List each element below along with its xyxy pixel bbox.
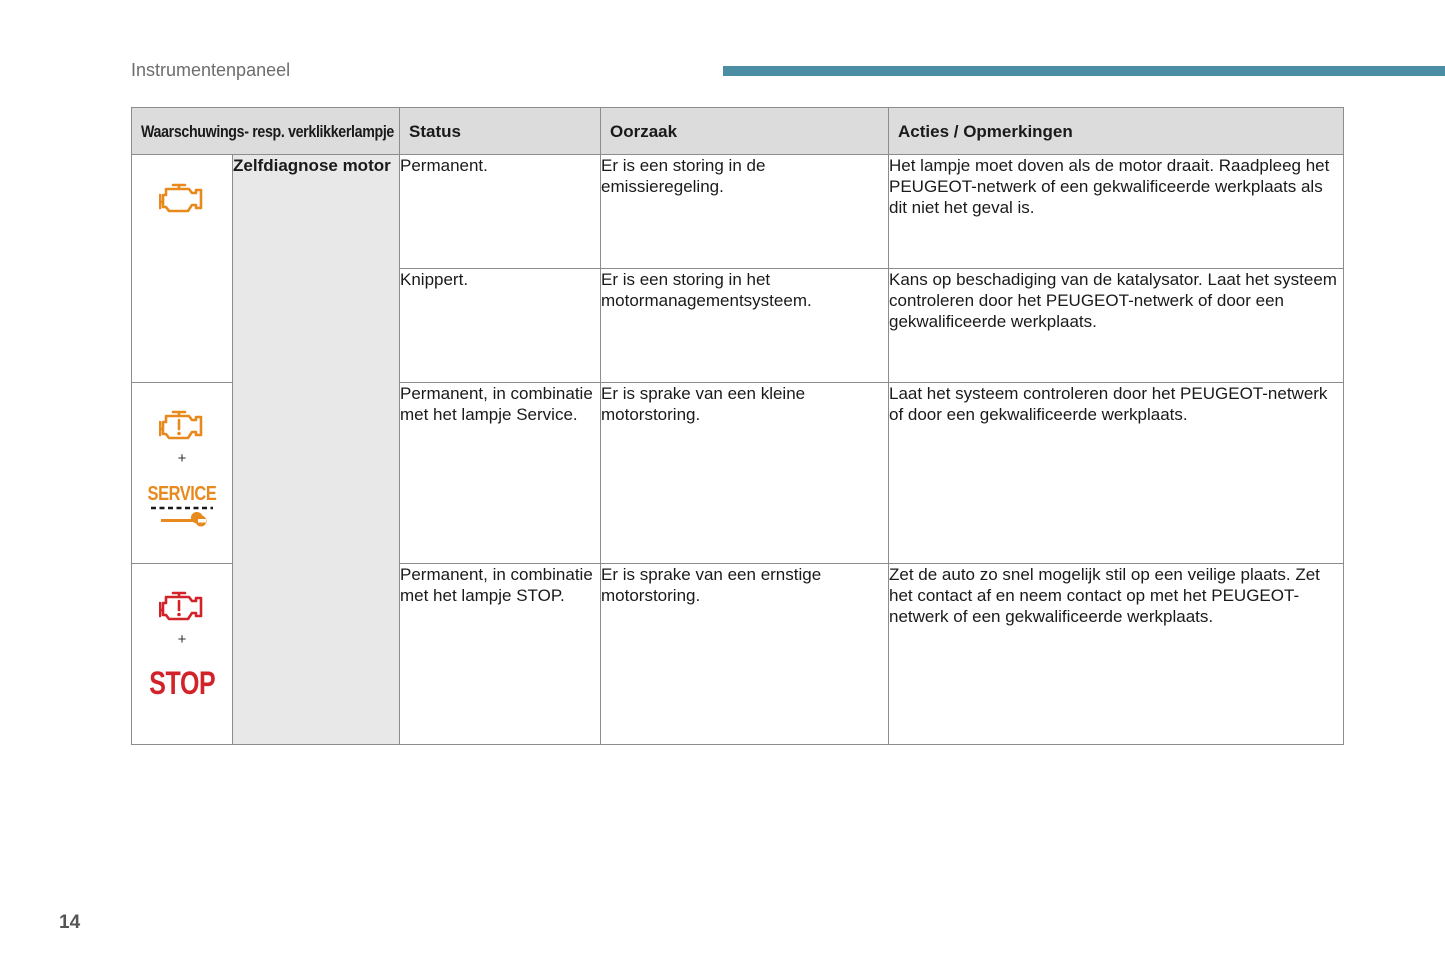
lamp-name-cell: Zelfdiagnose motor [233,155,400,745]
table-header-row [132,108,1344,155]
stop-label: STOP [149,665,215,701]
table-row [132,155,1344,269]
action-cell: Kans op beschadiging van de katalysator. Laat het systeem controleren door het PEUGEOT-netwerk of door een gekwalificeerde werkplaats. [889,269,1344,383]
action-cell: Zet de auto zo snel mogelijk stil op een veilige plaats. Zet het contact af en neem contact op met het PEUGEOT-netwerk of een gekwalificeerde werkplaats. [889,564,1344,745]
column-header-actions: Acties / Opmerkingen [889,108,1344,155]
service-wrench-icon [149,504,215,530]
plus-sign: + [177,450,187,467]
engine-warning-icon [159,181,205,215]
action-cell: Het lampje moet doven als de motor draait. Raadpleeg het PEUGEOT-netwerk of een gekwalificeerde werkplaats als dit niet het geval is. [889,155,1344,269]
lamp-icon-cell [132,564,233,745]
plus-sign: + [177,631,187,648]
cause-cell: Er is een storing in de emissieregeling. [601,155,889,269]
status-cell: Permanent, in combinatie met het lampje STOP. [400,564,601,745]
status-cell: Permanent, in combinatie met het lampje Service. [400,383,601,564]
header-accent-bar [723,66,1445,76]
column-header-status: Status [400,108,601,155]
section-title: Instrumentenpaneel [131,60,291,80]
lamp-icon-cell [132,155,233,383]
lamp-icon-cell [132,383,233,564]
engine-fault-icon [159,589,205,623]
status-cell: Permanent. [400,155,601,269]
column-header-lamp: Waarschuwings- resp. verklikkerlampje [132,108,400,155]
status-cell: Knippert. [400,269,601,383]
cause-cell: Er is een storing in het motormanagementsysteem. [601,269,889,383]
column-header-cause: Oorzaak [601,108,889,155]
service-label: SERVICE [147,483,217,505]
warning-lamp-table [131,107,1344,745]
action-cell: Laat het systeem controleren door het PEUGEOT-netwerk of door een gekwalificeerde werkplaats. [889,383,1344,564]
page-number: 14 [59,912,81,933]
engine-fault-icon [159,408,205,442]
cause-cell: Er is sprake van een kleine motorstoring. [601,383,889,564]
cause-cell: Er is sprake van een ernstige motorstoring. [601,564,889,745]
